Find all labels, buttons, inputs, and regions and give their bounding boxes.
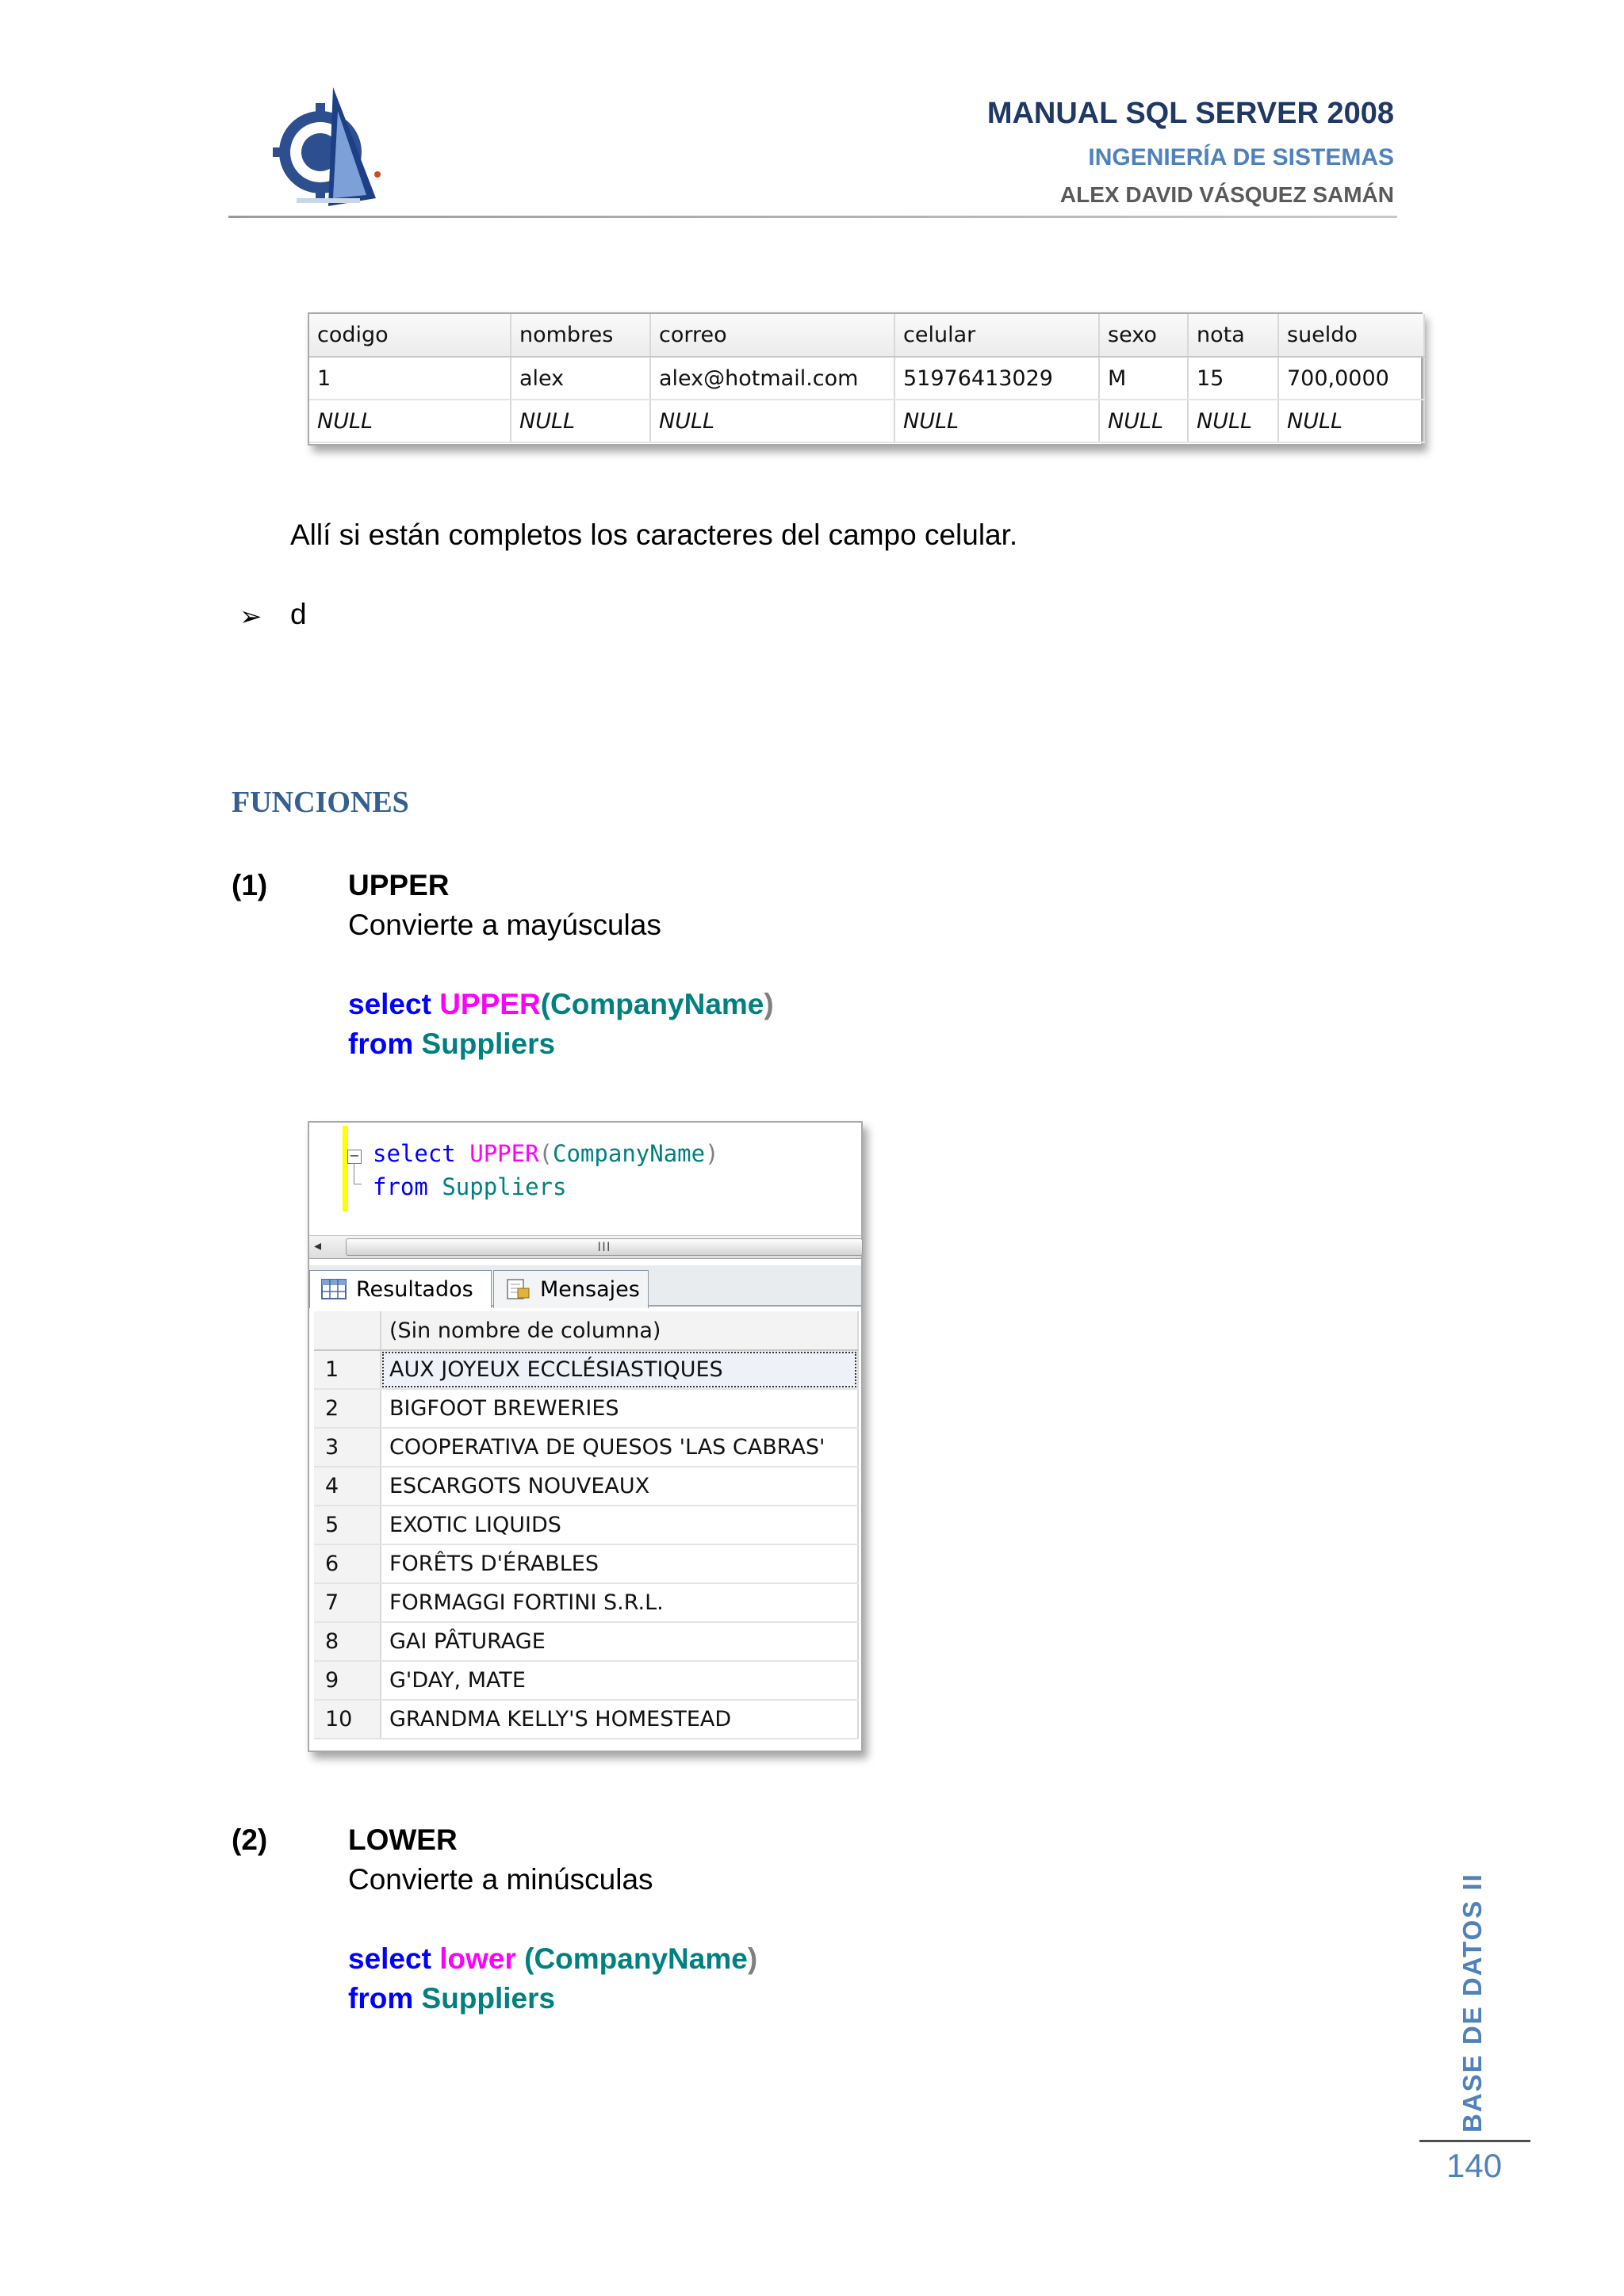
sql-keyword: select bbox=[373, 1140, 456, 1167]
sql-keyword: select bbox=[348, 1942, 431, 1975]
row-number: 1 bbox=[314, 1350, 381, 1389]
cell: alex bbox=[511, 357, 650, 400]
column-header: nombres bbox=[511, 314, 650, 357]
cell[interactable]: EXOTIC LIQUIDS bbox=[381, 1506, 858, 1544]
null-cell: NULL bbox=[894, 400, 1099, 442]
sql-paren: ) bbox=[747, 1942, 758, 1975]
row-number: 10 bbox=[314, 1700, 381, 1739]
sql-code-line bbox=[348, 1027, 555, 1061]
sql-function: lower bbox=[439, 1942, 516, 1975]
table-row[interactable] bbox=[314, 1544, 858, 1583]
cell: 15 bbox=[1188, 357, 1278, 400]
function-number: (1) bbox=[232, 869, 268, 901]
column-header: (Sin nombre de columna) bbox=[381, 1311, 858, 1350]
cell: alex@hotmail.com bbox=[650, 357, 894, 400]
table-row[interactable] bbox=[314, 1428, 858, 1467]
cell: M bbox=[1099, 357, 1188, 400]
function-name: LOWER bbox=[348, 1823, 458, 1856]
cell[interactable]: BIGFOOT BREWERIES bbox=[381, 1389, 858, 1428]
results-table-screenshot bbox=[308, 312, 1423, 446]
sql-keyword: from bbox=[348, 1027, 414, 1060]
function-description: Convierte a mayúsculas bbox=[348, 909, 661, 941]
row-number: 6 bbox=[314, 1544, 381, 1583]
table-row[interactable] bbox=[314, 1583, 858, 1622]
collapse-icon[interactable]: − bbox=[347, 1150, 362, 1164]
cell[interactable]: GAI PÂTURAGE bbox=[381, 1622, 858, 1661]
function-number: (2) bbox=[232, 1823, 268, 1856]
null-cell: NULL bbox=[1188, 400, 1278, 442]
row-number-header bbox=[314, 1311, 381, 1350]
null-cell: NULL bbox=[1099, 400, 1188, 442]
column-header: sexo bbox=[1099, 314, 1188, 357]
cell: 51976413029 bbox=[894, 357, 1099, 400]
results-panel bbox=[314, 1311, 858, 1739]
column-header: codigo bbox=[309, 314, 511, 357]
scroll-thumb[interactable]: III bbox=[346, 1238, 863, 1256]
sql-paren: ) bbox=[764, 988, 774, 1020]
header-divider bbox=[228, 216, 1397, 218]
header-row bbox=[309, 314, 1424, 357]
bullet-text: d bbox=[290, 598, 307, 630]
manual-subtitle: INGENIERÍA DE SISTEMAS bbox=[1088, 144, 1394, 170]
page-number: 140 bbox=[1446, 2147, 1503, 2184]
sql-paren: ( bbox=[540, 988, 551, 1020]
function-name: UPPER bbox=[348, 869, 450, 901]
cell[interactable]: GRANDMA KELLY'S HOMESTEAD bbox=[381, 1700, 858, 1739]
row-number: 9 bbox=[314, 1661, 381, 1700]
results-grid bbox=[314, 1311, 859, 1739]
tab-label: Mensajes bbox=[540, 1277, 640, 1302]
sql-table: Suppliers bbox=[421, 1982, 556, 2015]
column-header: sueldo bbox=[1278, 314, 1424, 357]
table-row bbox=[309, 357, 1424, 400]
sql-table: Suppliers bbox=[442, 1173, 567, 1200]
cell[interactable]: COOPERATIVA DE QUESOS 'LAS CABRAS' bbox=[381, 1428, 858, 1467]
result-tabs bbox=[309, 1265, 861, 1307]
header-row bbox=[314, 1311, 858, 1350]
cell[interactable]: FORÊTS D'ÉRABLES bbox=[381, 1544, 858, 1583]
row-number: 3 bbox=[314, 1428, 381, 1467]
table-row[interactable] bbox=[314, 1467, 858, 1506]
scroll-left-icon[interactable]: ◂ bbox=[314, 1238, 322, 1254]
null-cell: NULL bbox=[650, 400, 894, 442]
query-editor[interactable] bbox=[309, 1123, 861, 1234]
paragraph-celular: Allí si están completos los caracteres del campo celular. bbox=[290, 519, 1018, 551]
null-cell: NULL bbox=[511, 400, 650, 442]
row-number: 2 bbox=[314, 1389, 381, 1428]
null-cell: NULL bbox=[1278, 400, 1424, 442]
table-row[interactable] bbox=[314, 1506, 858, 1544]
tab-resultados[interactable] bbox=[309, 1270, 492, 1308]
sql-paren: ( bbox=[538, 1140, 553, 1167]
course-side-label: BASE DE DATOS II bbox=[1457, 1873, 1487, 2133]
table-row[interactable] bbox=[314, 1350, 858, 1389]
sql-keyword: from bbox=[373, 1173, 428, 1200]
table-row[interactable] bbox=[314, 1661, 858, 1700]
cell[interactable]: AUX JOYEUX ECCLÉSIASTIQUES bbox=[381, 1350, 858, 1389]
sql-function: UPPER bbox=[469, 1140, 539, 1167]
grid-icon bbox=[321, 1279, 347, 1299]
tab-mensajes[interactable] bbox=[493, 1270, 649, 1308]
row-number: 8 bbox=[314, 1622, 381, 1661]
table-row[interactable] bbox=[314, 1622, 858, 1661]
manual-title: MANUAL SQL SERVER 2008 bbox=[986, 97, 1394, 130]
sql-keyword: select bbox=[348, 988, 431, 1020]
sql-code-line bbox=[348, 988, 774, 1021]
change-marker bbox=[343, 1126, 348, 1211]
row-number: 5 bbox=[314, 1506, 381, 1544]
sql-identifier: CompanyName bbox=[553, 1140, 706, 1167]
null-cell: NULL bbox=[309, 400, 511, 442]
sql-function: UPPER bbox=[439, 988, 541, 1020]
query-window-screenshot bbox=[308, 1121, 863, 1752]
function-description: Convierte a minúsculas bbox=[348, 1863, 653, 1896]
editor-line bbox=[373, 1140, 719, 1167]
cell[interactable]: G'DAY, MATE bbox=[381, 1661, 858, 1700]
sql-paren: ) bbox=[705, 1140, 719, 1167]
cell[interactable]: FORMAGGI FORTINI S.R.L. bbox=[381, 1583, 858, 1622]
table-row bbox=[309, 400, 1424, 442]
row-number: 4 bbox=[314, 1467, 381, 1506]
cell[interactable]: ESCARGOTS NOUVEAUX bbox=[381, 1467, 858, 1506]
institution-logo bbox=[265, 79, 392, 222]
tab-label: Resultados bbox=[356, 1277, 473, 1302]
table-row[interactable] bbox=[314, 1700, 858, 1739]
outline-guide bbox=[354, 1164, 362, 1184]
cell: 700,0000 bbox=[1278, 357, 1424, 400]
column-header: correo bbox=[650, 314, 894, 357]
editor-line bbox=[373, 1173, 566, 1200]
column-header: celular bbox=[894, 314, 1099, 357]
sql-table: Suppliers bbox=[421, 1027, 556, 1060]
sql-identifier: CompanyName bbox=[534, 1942, 748, 1975]
sql-paren: ( bbox=[524, 1942, 534, 1975]
manual-author: ALEX DAVID VÁSQUEZ SAMÁN bbox=[1059, 182, 1394, 207]
sql-identifier: CompanyName bbox=[550, 988, 764, 1020]
bullet-arrow-icon: ➢ bbox=[239, 602, 262, 632]
row-number: 7 bbox=[314, 1583, 381, 1622]
sql-keyword: from bbox=[348, 1982, 414, 2015]
horizontal-scrollbar[interactable] bbox=[309, 1235, 861, 1259]
results-grid bbox=[309, 314, 1425, 443]
messages-icon bbox=[505, 1279, 530, 1299]
section-title: FUNCIONES bbox=[232, 786, 409, 819]
sql-code-line bbox=[348, 1942, 757, 1976]
cell: 1 bbox=[309, 357, 511, 400]
column-header: nota bbox=[1188, 314, 1278, 357]
table-row[interactable] bbox=[314, 1389, 858, 1428]
footer-divider bbox=[1419, 2140, 1530, 2142]
sql-code-line bbox=[348, 1982, 555, 2015]
